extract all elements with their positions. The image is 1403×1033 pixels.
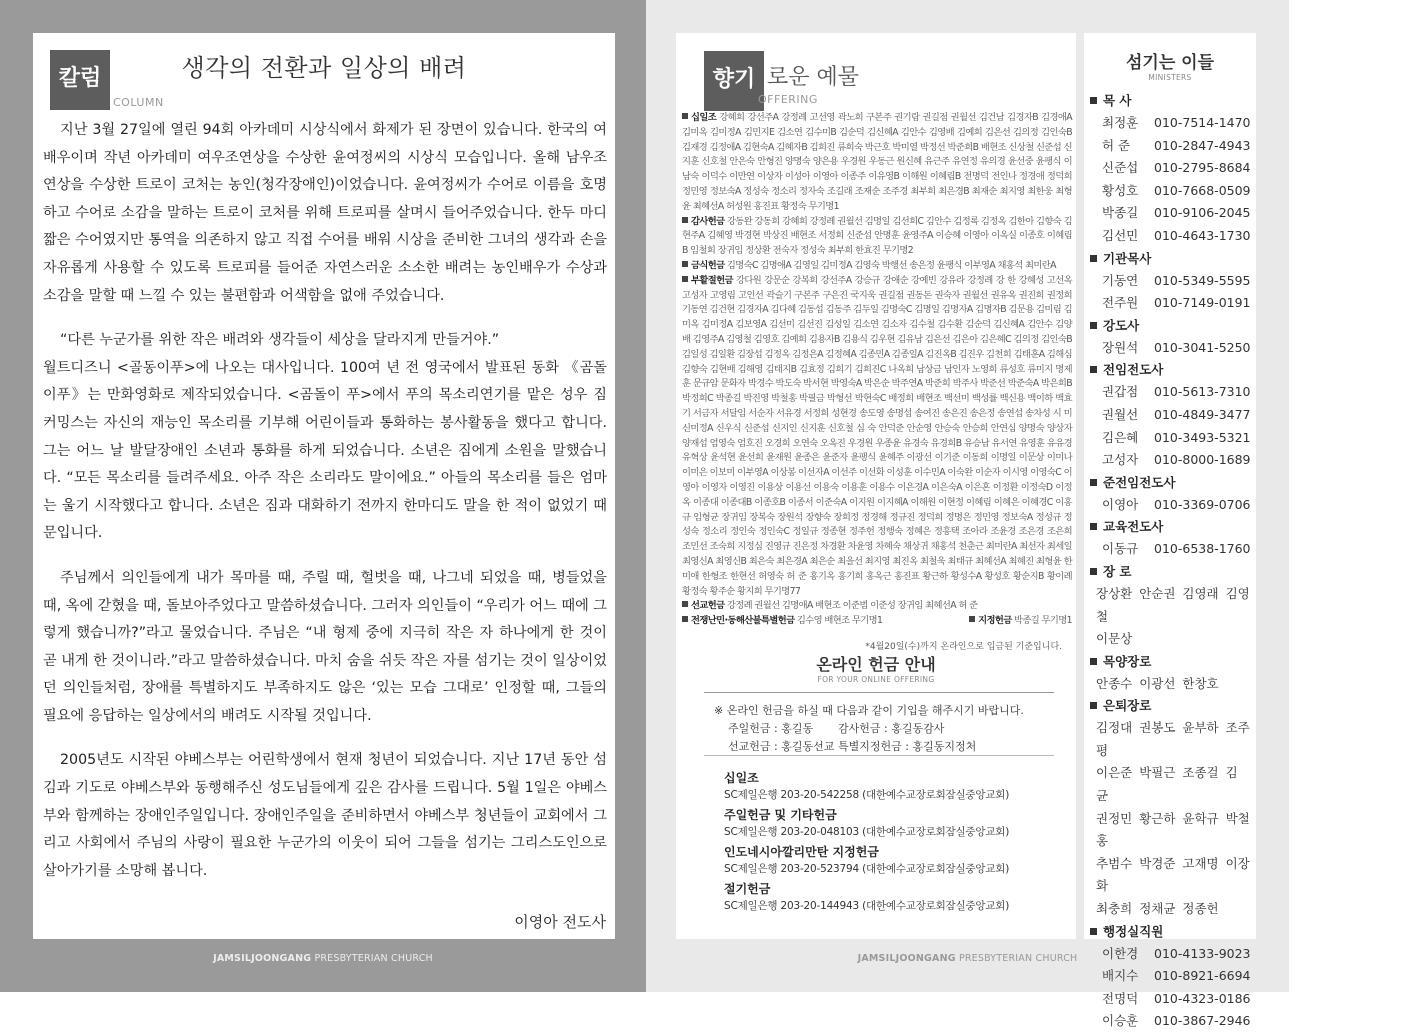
ministers-title: 섬기는 이들: [1125, 53, 1215, 73]
column-paragraph: 지난 3월 27일에 열린 94회 아카데미 시상식에서 화제가 된 장면이 있습니다. 한국의 여배우이며 작년 아카데미 여우조연상을 수상한 윤여정씨의 시상식 모습입니다. 올해 남우조연상을 수상한 트로이 코처는 농인(청각장애인)이었습니다. 윤여정씨가 수어로 이름을 호명하고 수어로 소감을 말하는 트로이 코처를 위해 트로피를 살며시 들어주었습니다. 한두 마디 짧은 수어였지만 통역을 의존하지 않고 직접 수어를 배워 시상을 준비한 그녀의 생각과 손을 자유롭게 사용할 수 있도록 트로피를 들어준 자연스러운 소소한 배려는 농인배우가 수상과 소감을 말할 때 느낄 수 있는 불편함과 어색함을 없애 주었습니다.: [43, 122, 607, 304]
account-name: 인도네시아깔리만탄 지정헌금: [724, 845, 879, 859]
elder-names: 장상환 안순권 김영래 김영철: [1096, 585, 1250, 624]
section-label-text: 장 로: [1103, 563, 1132, 579]
minister-name: 이한경: [1102, 945, 1139, 961]
notice-item: 감사헌금 : 홍길동감사: [838, 722, 945, 735]
minister-phone: 010-7514-1470: [1154, 115, 1251, 130]
minister-row: [1090, 538, 1256, 561]
divider: [704, 755, 1054, 756]
minister-name: 박종길: [1102, 205, 1139, 221]
section-label-text: 행정실직원: [1103, 923, 1164, 939]
column-paragraph: 월트디즈니 <골동이푸>에 나오는 대사입니다. 100여 년 전 영국에서 발표된 동화 《곰돌이푸》는 만화영화로 제작되었습니다. <곰돌이 푸>에서 푸의 목소리연기를 맡은 성우 짐 커밍스는 자신의 재능인 목소리를 기부해 어린이들과 통화하는 봉사활동을 했다고 합니다. 그는 어느 날 발달장애인 소년과 통화를 하게 되었습니다. 소년은 짐에게 소원을 말했습니다. “모든 목소리를 들려주세요. 아주 작은 소리라도 말이에요.” 아들의 목소리를 들은 엄마는 울기 시작했다고 합니다. 소년은 짐과 대화하기 전까지 한마디도 말을 한 적이 없었기 때문입니다.: [43, 359, 607, 542]
minister-name: 권갑점: [1102, 384, 1139, 400]
minister-phone: 010-5613-7310: [1154, 384, 1251, 400]
minister-name: 김선민: [1102, 227, 1139, 243]
elder-names: 안종수 이광선 한창호: [1096, 675, 1219, 691]
square-bullet-icon: [682, 276, 688, 282]
minister-row: [1090, 449, 1256, 472]
elder-names: 이문상: [1096, 631, 1133, 647]
ministers-section-label: [1090, 472, 1256, 494]
square-bullet-icon: [969, 616, 975, 622]
ministers-section-label: [1090, 516, 1256, 538]
section-label-text: 강도사: [1103, 317, 1140, 333]
account-item: [724, 843, 1064, 878]
account-list: [724, 769, 1064, 917]
square-bullet-icon: [1090, 255, 1097, 262]
square-bullet-icon: [1090, 366, 1097, 373]
minister-row: [1090, 180, 1256, 203]
minister-row: [1090, 202, 1256, 225]
ministers-section-label: [1090, 90, 1256, 112]
minister-phone: 010-8921-6694: [1154, 968, 1251, 984]
ministers-section-label: [1090, 921, 1256, 943]
square-bullet-icon: [682, 601, 688, 607]
minister-phone: 010-9106-2045: [1154, 205, 1251, 221]
minister-row: [1090, 427, 1256, 450]
minister-row: [1090, 337, 1256, 360]
column-author: 이영아 전도사: [514, 913, 606, 931]
minister-name: 전주원: [1102, 295, 1139, 311]
offering-group: [682, 215, 1072, 259]
minister-phone: 010-7668-0509: [1154, 182, 1251, 198]
minister-row: [1090, 270, 1256, 293]
minister-row: [1090, 1010, 1256, 1033]
offering-category: 부활절헌금: [691, 274, 733, 286]
minister-row: [1090, 225, 1256, 248]
offering-category: 지정헌금: [978, 615, 1012, 627]
elder-names: 추범수 박경준 고재명 이장화: [1096, 855, 1250, 894]
offering-names: 강동완 강동희 강혜희 강정례 권월선 김명일 김선희C 김안수 김정록 김정옥 김한아 김향숙 김현주A 김혜영 박경현 박상진 배현조 서정희 신준섭 안명훈 윤영주A 이승혜 이영아 이옥실 이종호 이혜림B 임철희 장귀임 정상환 전숙자 정성숙 최부희 한효진 무기명2: [682, 215, 1072, 257]
ministers-section-label: [1090, 561, 1256, 583]
square-bullet-icon: [1090, 568, 1097, 575]
offering-group: [682, 111, 1072, 215]
minister-name: 이승훈: [1102, 1013, 1139, 1029]
account-number: SC제일은행 203-20-144943 (대한예수교장로회잠실중앙교회): [724, 900, 1010, 912]
account-name: 절기헌금: [724, 882, 771, 896]
column-tag: 칼럼: [50, 50, 110, 110]
offering-names: 강다원 강문순 강복희 강선주A 강승규 강애순 강예빈 강유라 강정례 강 한 강혜성 고선옥 고성자 고영림 고인선 곽슬기 구본주 구은진 국지욱 권길점 권동돈 권숙자 권월선 권유옥 권진희 권정희 기동연 김건현 김경자A 김다혜 김동섭 김동주 김두일 김명숙C 김명일 김명자A 김명자B 김문용 김미림 김미옥 김미정A 김보영A 김선미 김선진 김성일 김소연 김소자 김수철 김수환 김순덕 김신혜A 김안수 김양배 김영주A 김영철 김영호 김예희 김용자B 김용식 김우현 김유남 김은선 김은아 김은혜C 김의정 김인숙B 김일성 김일환 김장섭 김정옥 김정은A 김정혜A 김종민A 김종일A 김진옥B 김진우 김천희 김태훈A 김해심 김향숙 김현배 김해영 김태지B 김효정 김희기 김희진C 나옥희 남상금 남인자 노영희 류성호 류미지 명제훈 문규암 문화자 박경수 박도숙 박서현 박영숙A 박은순 박주연A 박준희 박주사 박준선 박준숙A 박은희B 박정희C 박종길 박진영 박철홍 박필금 박형선 박현숙C 배정희 배현조 백선미 백성률 백신용 백이하 백효기 서금자 서달임 서순자 서유경 서정희 성현경 송도영 송명섭 송여진 송은진 송은정 송연섭 송차성 시 미 신미정A 신우식 신준섭 신지인 신지훈 신호철 심 숙 안덕준 안순영 안승숙 안승희 안연심 양명숙 양상자 양재섭 엄영숙 엄호진 오경희 오연숙 오옥진 우경원 우종윤 유경숙 유경희B 유승남 유서연 유영훈 유유경 유혁상 윤석현 윤선희 윤재원 윤종은 윤준자 윤팽식 윤혜주 이광선 이기준 이동희 이명일 이문상 이미나 이미은 이보미 이부영A 이상봉 이선자A 이선주 이선화 이성훈 이수민A 이숙완 이순자 이시영 이영숙C 이영아 이영자 이영진 이용상 이용선 이용숙 이용훈 이용수 이은경A 이은숙A 이은혼 이정환 이정숙D 이정옥 이종대 이종대B 이종호B 이종서 이준숙A 이지원 이지혜A 이해원 이현정 이혜림 이혜은 이혜경C 이홍규 임형균 장귀임 장복숙 장원석 장향숙 장희정 정경해 정규진 정덕희 정명은 정민영 정보숙A 정성규 정성숙 정소리 정인숙 정인숙C 정일규 정종현 정주헌 정행숙 정혜은 정흥택 조아라 조윤경 조은경 조은희 조민선 조숙희 지정심 진영규 진은정 차경환 차윤영 차혜숙 채상귀 채홍석 천춘근 최미란A 최선자 최세일 최영신A 최영신B 최은숙 최은경A 최은순 최을선 최지영 최진옥 최철욱 최태규 최혜선A 최혜진 최형윤 한미애 한형조 한현선 허영숙 허 준 홍기옥 홍기희 홍옥근 홍진표 황근하 황성수A 황성호 황순지B 황이례 황정숙 황주순 황지희 무기명77: [682, 274, 1072, 597]
online-notice: [714, 702, 1024, 756]
notice-item: 특별지정헌금 : 홍길동지정처: [838, 740, 977, 753]
square-bullet-icon: [1090, 702, 1097, 709]
ministers-section-label: [1090, 248, 1256, 270]
minister-phone: 010-4323-0186: [1154, 990, 1251, 1006]
divider: [704, 692, 1054, 693]
square-bullet-icon: [682, 616, 688, 622]
minister-name: 김은혜: [1102, 429, 1139, 445]
offering-category: 선교헌금: [691, 600, 725, 612]
offering-names: 강혜희 강선주A 강정례 고선영 곽노희 구본주 권기람 권길점 권월선 김건남 김경자B 김경애A 김미옥 김미정A 김민지E 김소연 김수미B 김순덕 김신혜A 김안수 김영배 김예희 김은선 김의정 김인숙B 김재경 김정애A 김현숙A 김혜자B 김희진 류희숙 박근호 박미열 박정선 박준희B 배현조 신상철 신준섭 신지훈 신호철 안은숙 안형진 양명숙 양은용 우경원 우동근 원신혜 유근주 유연정 유의경 윤선중 윤팽식 이남숙 이덕수 이만연 이상자 이성아 이영아 이종주 이유영B 이해원 이혜림B 전명덕 전인나 정경애 정덕희 정민영 정보숙A 정성숙 정소리 정자숙 조길래 조재순 조주경 최부희 최은경B 최재순 최지영 최한웅 최형윤 최혜선A 허성원 홍진표 황정숙 무기명1: [682, 112, 1072, 212]
section-label-text: 전임전도사: [1103, 362, 1164, 378]
offering-category: 감사헌금: [691, 215, 725, 227]
square-bullet-icon: [1090, 97, 1097, 104]
minister-phone: 010-3493-5321: [1154, 429, 1251, 445]
minister-phone: 010-4849-3477: [1154, 406, 1251, 422]
minister-row: [1090, 988, 1256, 1011]
minister-name: 최정훈: [1102, 115, 1139, 130]
square-bullet-icon: [1090, 928, 1097, 935]
account-item: [724, 880, 1064, 915]
minister-row: [1090, 292, 1256, 315]
minister-name: 기동연: [1102, 272, 1139, 288]
left-footer: [0, 953, 646, 964]
column-quote: “다른 누군가를 위한 작은 배려와 생각들이 세상을 달라지게 만들거야.”: [60, 332, 500, 349]
section-label-text: 기관목사: [1103, 250, 1152, 266]
minister-row: [1090, 965, 1256, 988]
offering-group: [682, 274, 1072, 600]
column-paragraph: 주님께서 의인들에게 내가 목마를 때, 주릴 때, 헐벗을 때, 나그네 되었을 때, 병들었을 때, 옥에 갇혔을 때, 돌보아주었다고 말씀하셨습니다. 그러자 의인들이 “우리가 어느 때에 그렇게 했습니까?”라고 물었습니다. 주님은 “내 형제 중에 지극히 작은 자 하나에게 한 것이 곧 내게 한 것이니라.”라고 말씀하셨습니다. 마치 숨을 쉬듯 작은 자를 섬기는 것이 일상이었던 의인들처럼, 장애를 특별하지도 부족하지도 않은 ‘있는 모습 그대로’ 인정할 때, 그들의 필요에 응답하는 일상에서의 배려도 시작될 것입니다.: [43, 569, 607, 724]
left-page: [0, 0, 646, 992]
account-number: SC제일은행 203-20-048103 (대한예수교장로회잠실중앙교회): [724, 826, 1010, 838]
minister-name: 배지수: [1102, 968, 1139, 984]
offering-category: 금식헌금: [691, 259, 725, 271]
square-bullet-icon: [1090, 322, 1097, 329]
minister-name: 이영아: [1102, 496, 1139, 512]
square-bullet-icon: [682, 217, 688, 223]
minister-name: 이동규: [1102, 541, 1139, 557]
offering-group: [682, 599, 1072, 614]
minister-phone: 010-2847-4943: [1154, 137, 1251, 153]
account-name: 십일조: [724, 771, 759, 785]
minister-row: [1090, 135, 1256, 158]
section-label-text: 목 사: [1103, 93, 1132, 108]
offering-group: [682, 614, 1072, 629]
offering-note: *4월20일(수)까지 온라인으로 입금된 기준입니다.: [865, 642, 1062, 652]
online-offering-sub: FOR YOUR ONLINE OFFERING: [817, 675, 935, 684]
square-bullet-icon: [1090, 523, 1097, 530]
ministers-section-label: [1090, 315, 1256, 337]
square-bullet-icon: [1090, 479, 1097, 486]
section-label-text: 목양장로: [1103, 653, 1152, 669]
offering-category: 전쟁난민·동해산불특별헌금: [691, 615, 795, 627]
minister-phone: 010-5349-5595: [1154, 272, 1251, 288]
footer-church-bold: JAMSILJOONGANG: [213, 953, 312, 964]
footer-church-bold: JAMSILJOONGANG: [857, 953, 956, 964]
account-number: SC제일은행 203-20-523794 (대한예수교장로회잠실중앙교회): [724, 863, 1010, 875]
minister-name: 전명덕: [1102, 990, 1139, 1006]
section-label-text: 준전임전도사: [1103, 474, 1176, 490]
offering-title: 로운 예물: [767, 65, 860, 90]
account-number: SC제일은행 203-20-542258 (대한예수교장로회잠실중앙교회): [724, 789, 1010, 801]
offering-names: 강정례 권월선 김명애A 배현조 이준범 이준성 장귀임 최혜선A 허 준: [726, 600, 978, 612]
column-tag-sub: COLUMN: [113, 96, 164, 109]
offering-tag-sub: OFFERING: [758, 93, 818, 106]
minister-phone: 010-7149-0191: [1154, 295, 1251, 311]
ministers-list: [1090, 90, 1256, 1033]
minister-phone: 010-4133-9023: [1154, 945, 1251, 961]
minister-row: [1090, 157, 1256, 180]
offering-panel: [676, 33, 1076, 939]
square-bullet-icon: [682, 261, 688, 267]
elder-names: 이은준 박필근 조종걸 김 균: [1096, 765, 1238, 804]
offering-group: [682, 259, 1072, 274]
footer-church-rest: PRESBYTERIAN CHURCH: [311, 953, 433, 964]
account-item: [724, 769, 1064, 804]
minister-row: [1090, 381, 1256, 404]
elder-names: 최충희 정채균 정종헌: [1096, 901, 1219, 917]
minister-phone: 010-4643-1730: [1154, 227, 1251, 243]
footer-church-rest: PRESBYTERIAN CHURCH: [955, 953, 1078, 964]
column-body: [43, 117, 607, 885]
right-footer: [646, 953, 1289, 964]
notice-row: [728, 720, 1024, 738]
online-notice-text: ※ 온라인 헌금을 하실 때 다음과 같이 기입을 해주시기 바랍니다.: [714, 704, 1024, 717]
minister-name: 권월선: [1102, 406, 1139, 422]
minister-phone: 010-3041-5250: [1154, 339, 1251, 355]
minister-row: [1090, 112, 1256, 135]
minister-phone: 010-2795-8684: [1154, 160, 1251, 176]
right-page: [646, 0, 1289, 1029]
minister-row: [1090, 404, 1256, 427]
offering-names: 박종길 무기명1: [1014, 615, 1072, 627]
ministers-section-label: [1090, 359, 1256, 381]
offering-names: 김명숙C 김명애A 김영일 김미정A 김영숙 박행선 송은정 윤팽식 이부영A 채홍석 최미란A: [726, 259, 1056, 271]
column-panel: [33, 33, 615, 939]
page-margin: [1289, 0, 1403, 992]
offering-category: 십일조: [691, 112, 717, 123]
section-label-text: 은퇴장로: [1103, 698, 1152, 714]
notice-item: 주일헌금 : 홍길동: [728, 722, 814, 735]
notice-item: 선교헌금 : 홍길동선교: [728, 740, 835, 753]
section-label-text: 교육전도사: [1103, 519, 1164, 535]
minister-name: 허 준: [1102, 137, 1131, 153]
minister-row: [1090, 494, 1256, 517]
square-bullet-icon: [1090, 658, 1097, 665]
minister-phone: 010-8000-1689: [1154, 452, 1251, 468]
minister-name: 황성호: [1102, 182, 1139, 198]
minister-phone: 010-6538-1760: [1154, 541, 1251, 557]
elder-names: 김정대 권봉도 윤부하 조주평: [1096, 720, 1250, 758]
ministers-panel: [1084, 33, 1256, 1029]
minister-name: 장원석: [1102, 339, 1139, 355]
ministers-sub: MINISTERS: [1148, 73, 1192, 82]
offering-list: [682, 111, 1072, 629]
offering-names: 김수영 배현조 무기명1: [796, 615, 883, 627]
column-title: 생각의 전환과 일상의 배려: [181, 54, 467, 82]
minister-phone: 010-3369-0706: [1154, 496, 1251, 512]
minister-name: 고성자: [1102, 452, 1139, 468]
minister-phone: 010-3867-2946: [1154, 1013, 1251, 1029]
online-offering-title: 온라인 헌금 안내: [816, 655, 936, 674]
minister-name: 신준섭: [1102, 160, 1139, 176]
offering-tag: 향기: [704, 51, 764, 111]
ministers-section-label: [1090, 651, 1256, 673]
account-item: [724, 806, 1064, 841]
column-paragraph: 2005년도 시작된 야베스부는 어린학생에서 현재 청년이 되었습니다. 지난 17년 동안 섬김과 기도로 야베스부와 동행해주신 성도님들에게 깊은 감사를 드립니다. 5월 1일은 야베스부와 함께하는 장애인주일입니다. 장애인주일을 준비하면서 야베스부 청년들이 교회에서 그리고 사회에서 주님의 사랑이 필요한 누군가의 이웃이 되어 그들을 섬기는 그리스도인으로 살아가기를 소망해 봅니다.: [43, 752, 607, 879]
elder-names: 권정민 황근하 윤학규 박철홍: [1096, 810, 1250, 849]
account-name: 주일헌금 및 기타헌금: [724, 808, 837, 822]
ministers-section-label: [1090, 695, 1256, 717]
notice-row: [728, 738, 1024, 756]
square-bullet-icon: [682, 113, 688, 119]
